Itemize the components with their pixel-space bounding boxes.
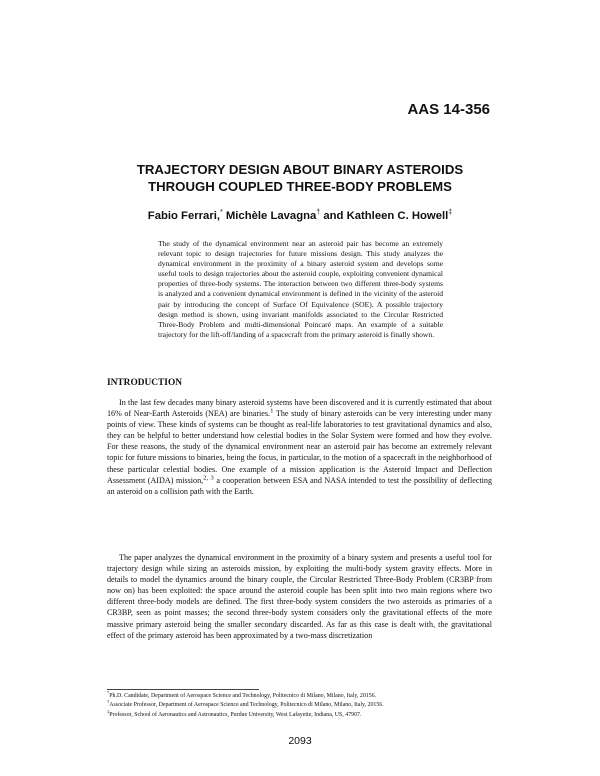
author-footnote-mark: * [220,209,223,217]
author-name: Michèle Lavagna [225,210,317,222]
footnote-text: Ph.D. Candidate, Department of Aerospace Science and Technology, Politecnico di Milano, Milano, Italy, 20156. [109,693,377,699]
footnote-mark: * [107,690,110,696]
author-list [110,210,490,222]
author-name: Fabio Ferrari, [147,210,220,222]
title-line-1: TRAJECTORY DESIGN ABOUT BINARY ASTEROIDS [136,162,464,177]
section-heading: INTRODUCTION [107,378,183,388]
footnote-mark: † [107,699,110,705]
footnote [107,692,497,701]
footnote [107,708,497,720]
footnote-rule [107,689,259,690]
footnote-text: Professor, School of Aeronautics and Astronautics, Purdue University, West Lafayette, Indiana, US, 47907. [109,711,362,718]
paper-id: AAS 14-356 [407,101,490,118]
citation-ref: 2, 3 [203,473,214,481]
title-line-2: THROUGH COUPLED THREE-BODY PROBLEMS [148,179,452,194]
footnote [107,701,497,710]
author-name: Kathleen C. Howell [346,210,449,222]
page-number: 2093 [288,735,312,747]
abstract: The study of the dynamical environment near an asteroid pair has become an extremely relevant topic to design trajectories for future missions design. This study analyzes the dynamical environment in the proximity of a binary asteroid system and develops some useful tools to design trajectories about the asteroid couple, exploiting convenient dynamical properties of three-body systems. The interaction between two different three-body systems is analyzed and a convenient dynamical environment is defined in the vicinity of the asteroid pair by introducing the concept of Surface Of Equivalence (SOE). A possible trajectory design method is shown, using invariant manifolds associated to the Circular Restricted Three-Body Problem and multi-dimensional Poincaré maps. An example of a suitable trajectory for the lift-off/landing of a spacecraft from the primary asteroid is finally shown. [158,239,443,339]
author-footnote-mark: ‡ [448,209,453,217]
footnotes [107,692,497,720]
author-joiner: and [323,210,344,222]
paragraph-text: In the last few decades many binary asteroid systems have been discovered and it is currently estimated that about 16% of Near-Earth Asteroids (NEA) are binaries. [107,398,492,419]
footnote-text: Associate Professor, Department of Aerospace Science and Technology, Politecnico di Milano, Milano, Italy, 20156. [109,702,384,709]
author-footnote-mark: † [316,209,321,217]
footnote-mark: ‡ [107,708,110,714]
citation-ref: 1 [270,407,274,415]
paragraph-text: The study of binary asteroids can be very interesting under many points of view. These kinds of systems can be thought as real-life laboratories to test gravitational dynamics and also, they can be helpful to better understand how celestial bodies in the Solar System were formed and how they evolve. For these reasons, the study of the dynamical environment near an asteroid pair has become an extremely relevant topic for future missions to binaries, being the focus, in particular, to the motion of a spacecraft in the neighborhood of these particular celestial bodies. One example of a mission application is the Asteroid Impact and Deflection Assessment (AIDA) mission, [107,409,492,485]
paper-title [110,161,490,195]
paragraph-text: a cooperation between ESA and NASA intended to test the possibility of deflecting an asteroid on a collision path with the Earth. [107,475,492,496]
body-paragraph [107,397,492,497]
body-paragraph: The paper analyzes the dynamical environment in the proximity of a binary system and presents a useful tool for trajectory design while sizing an asteroids mission, by exploiting the multi-body system gravity effects. More in details to model the dynamics around the binary couple, the Circular Restricted Three-Body Problem (CR3BP from now on) has been exploited: the space around the asteroid couple has been split into two main regions where two different three-body models are defined. The first three-body system considers the two asteroids as primaries of a CR3BP, seen as point masses; the second three-body system considers only the gravitational effects of the more massive primary asteroid being the smaller secondary discarded. As far as this case is dealt with, the gravitational effect of the primary asteroid has been approximated by a two-mass discretization [107,553,492,640]
